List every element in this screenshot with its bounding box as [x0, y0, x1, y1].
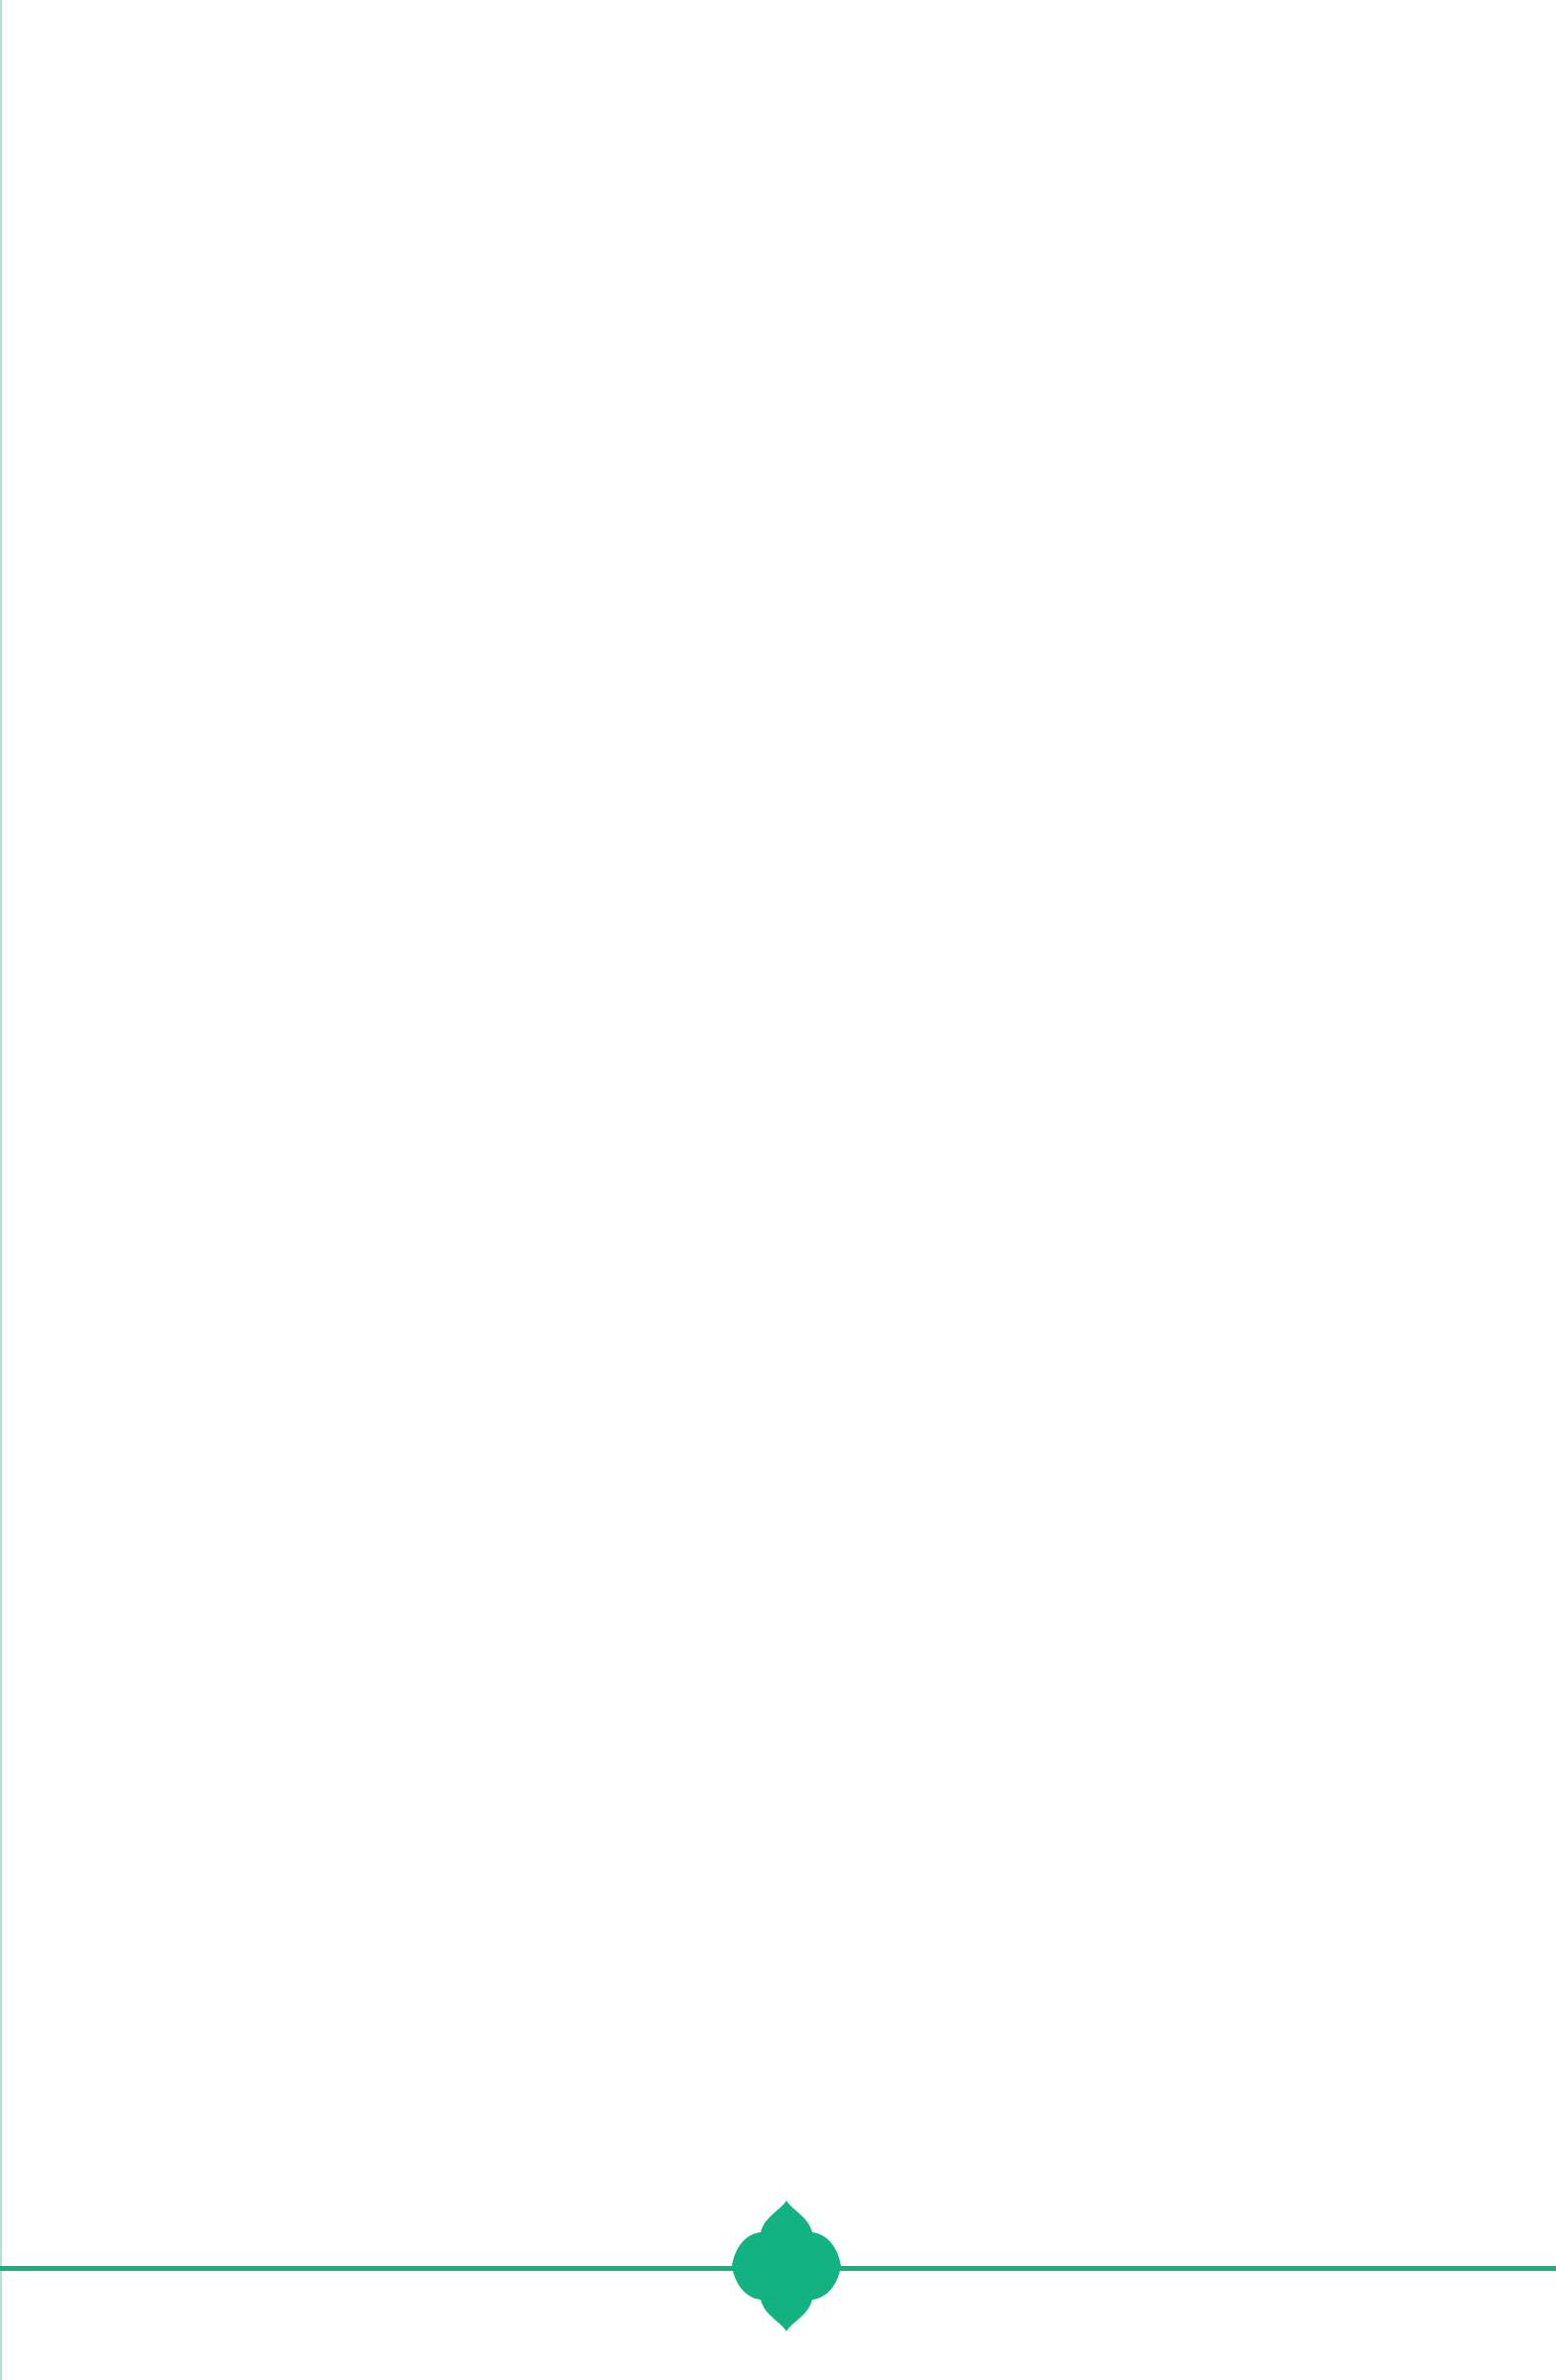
lattice-ornament-icon — [0, 0, 1556, 466]
page-number-badge — [731, 2199, 842, 2333]
arch-badge-icon — [731, 2199, 842, 2333]
title-block — [436, 436, 1190, 754]
